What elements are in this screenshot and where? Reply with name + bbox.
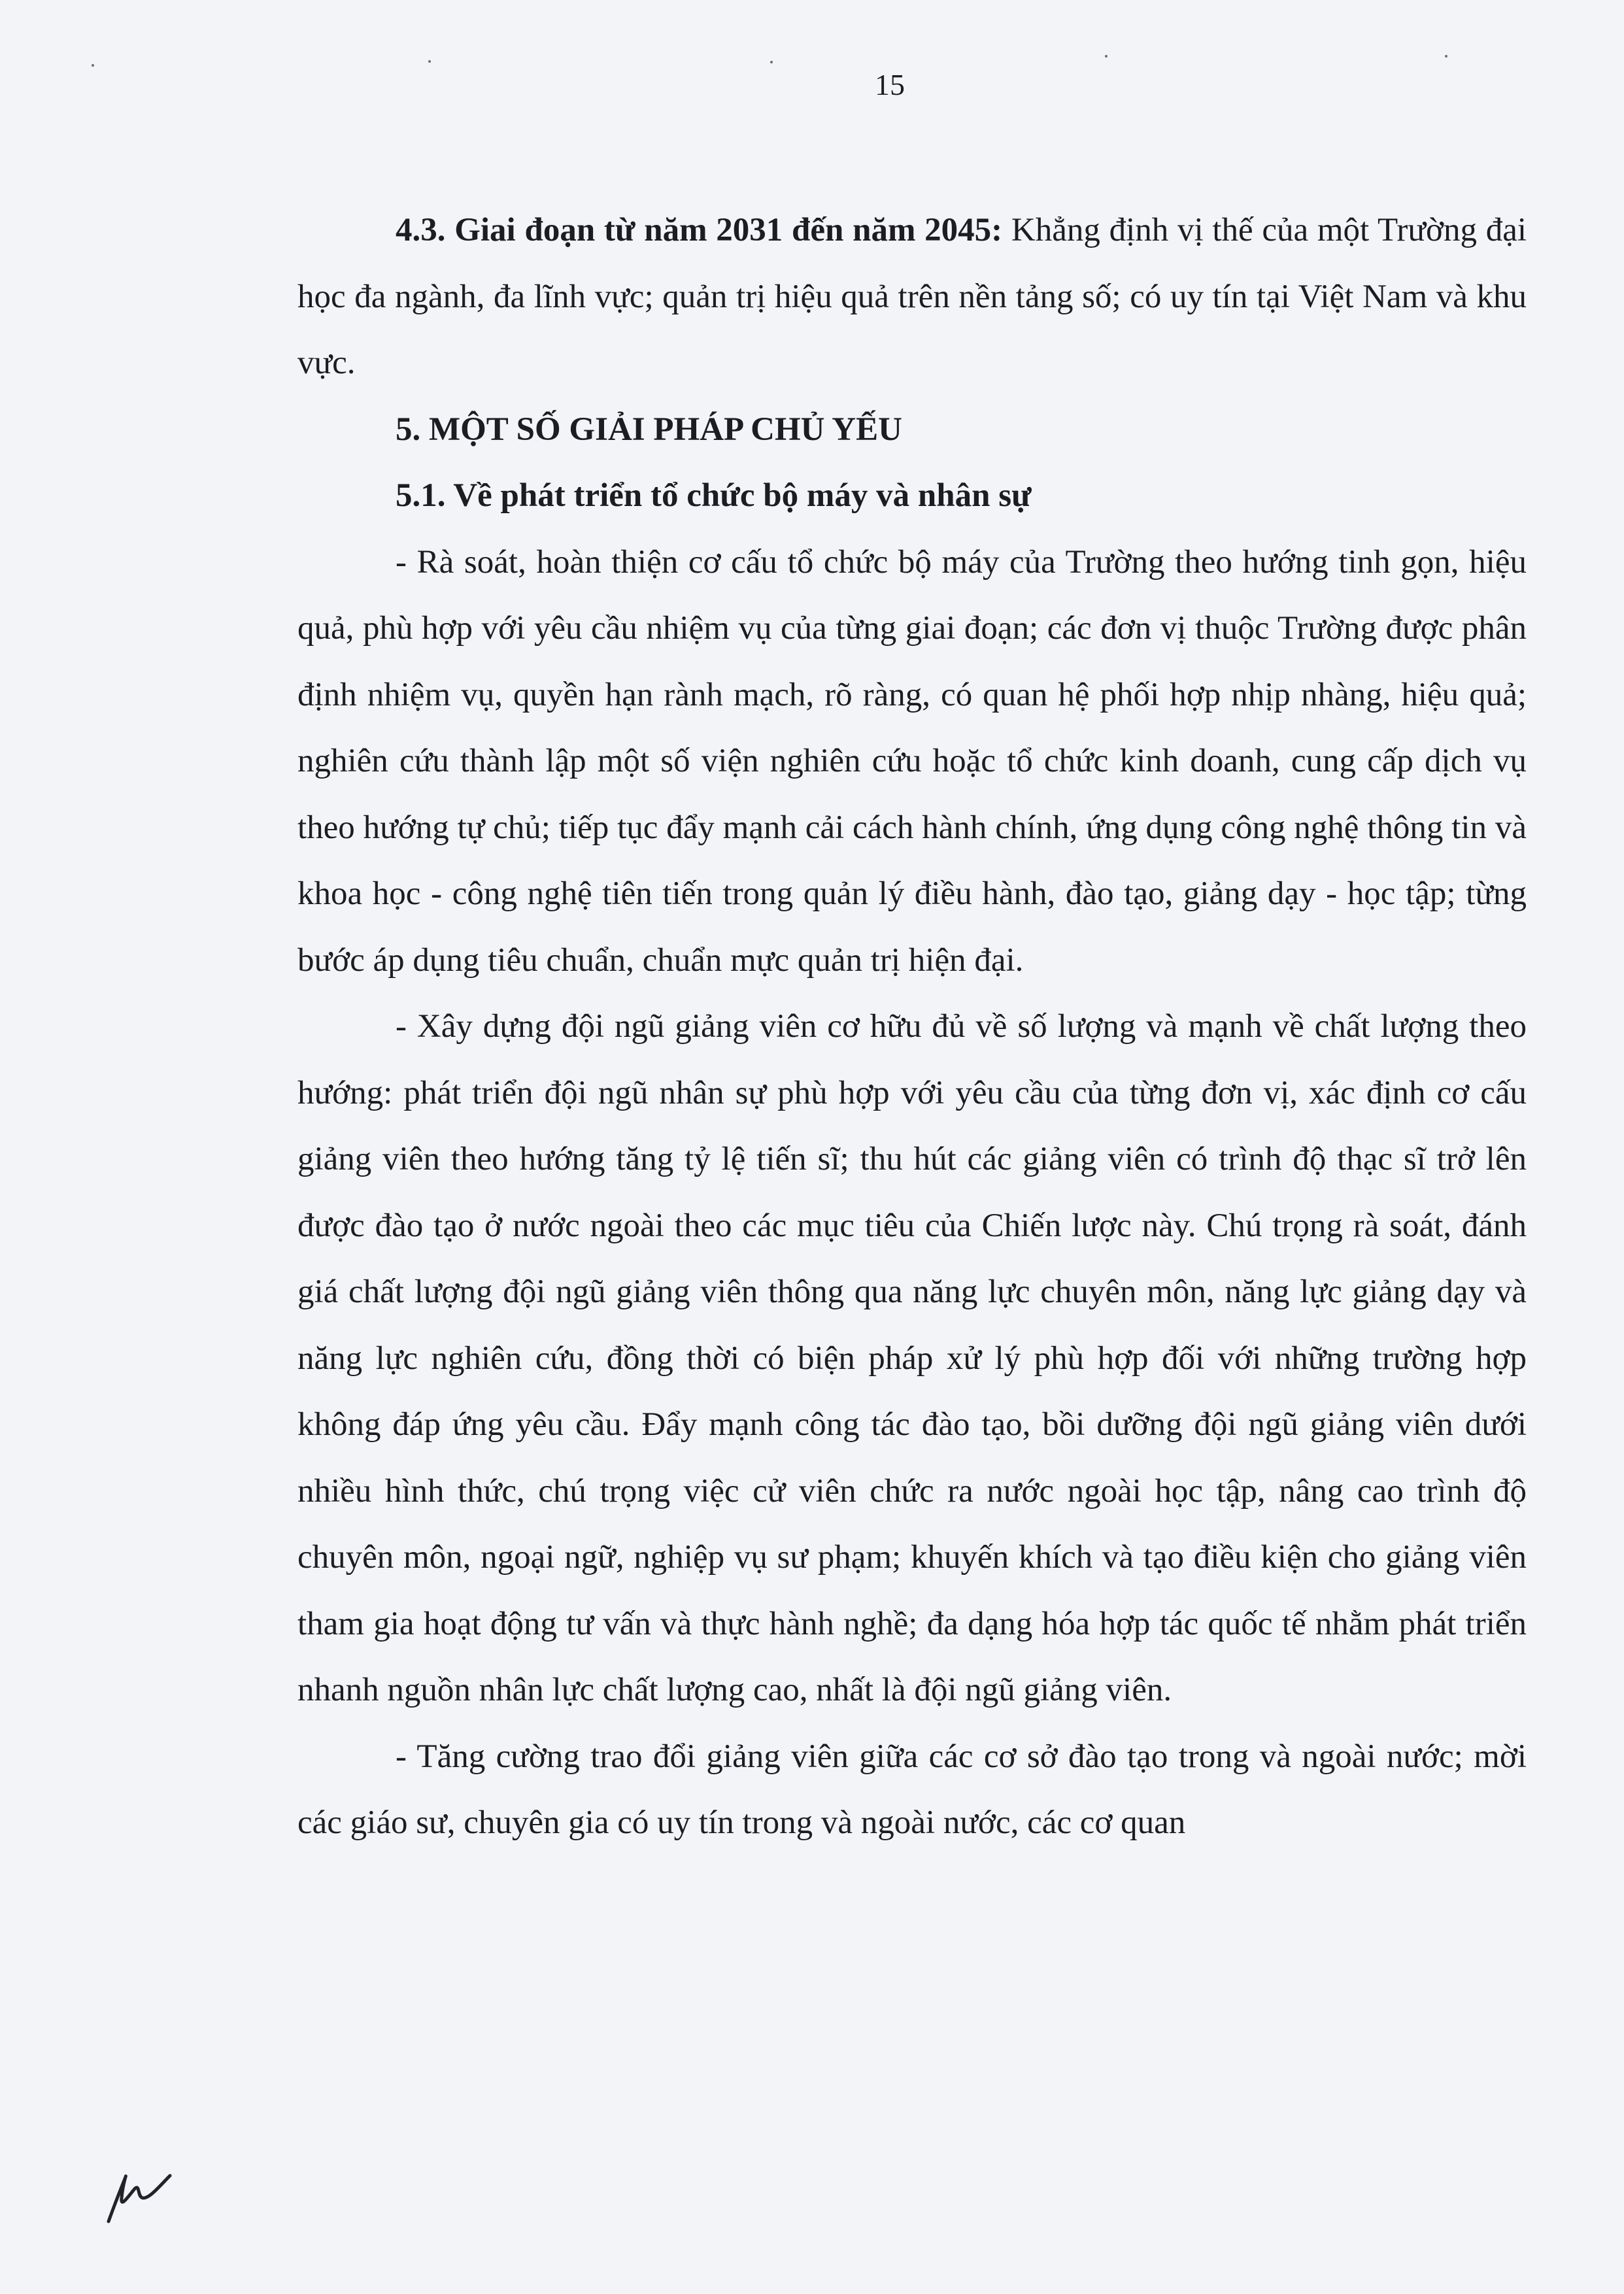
section-4-3-label: 4.3. Giai đoạn từ năm 2031 đến năm 2045: xyxy=(396,212,1003,248)
scan-speck xyxy=(770,61,773,63)
paragraph-org-structure: - Rà soát, hoàn thiện cơ cấu tổ chức bộ máy của Trường theo hướng tinh gọn, hiệu quả, phù hợp với yêu cầu nhiệm vụ của từng giai đoạn; các đơn vị thuộc Trường được phân định nhiệm vụ, quyền hạn rành mạch, rõ ràng, có quan hệ phối hợp nhịp nhàng, hiệu quả; nghiên cứu thành lập một số viện nghiên cứu hoặc tổ chức kinh doanh, cung cấp dịch vụ theo hướng tự chủ; tiếp tục đẩy mạnh cải cách hành chính, ứng dụng công nghệ thông tin và khoa học - công nghệ tiên tiến trong quản lý điều hành, đào tạo, giảng dạy - học tập; từng bước áp dụng tiêu chuẩn, chuẩn mực quản trị hiện đại. xyxy=(297,543,1527,979)
page-number: 15 xyxy=(875,68,905,101)
section-4-3-text: Khẳng định vị thế của một Trường đại học đa ngành, đa lĩnh vực; quản trị hiệu quả trên nền tảng số; có uy tín tại Việt Nam và khu vực. xyxy=(297,212,1527,381)
scan-speck xyxy=(1445,55,1447,58)
paragraph-lecturer-exchange: - Tăng cường trao đổi giảng viên giữa các cơ sở đào tạo trong và ngoài nước; mời các giáo sư, chuyên gia có uy tín trong và ngoài nước, các cơ quan xyxy=(297,1738,1527,1841)
section-5-1-heading: 5.1. Về phát triển tổ chức bộ máy và nhân sự xyxy=(396,477,1032,514)
section-5-heading: 5. MỘT SỐ GIẢI PHÁP CHỦ YẾU xyxy=(396,411,902,448)
body-text xyxy=(297,197,1527,1857)
initials-signature-icon xyxy=(97,2157,182,2229)
section-4-3-paragraph xyxy=(297,197,1527,397)
scan-speck xyxy=(1105,55,1108,58)
scan-speck xyxy=(92,64,94,67)
scan-speck xyxy=(428,60,431,63)
paragraph-lecturer-staff: - Xây dựng đội ngũ giảng viên cơ hữu đủ về số lượng và mạnh về chất lượng theo hướng: phát triển đội ngũ nhân sự phù hợp với yêu cầu của từng đơn vị, xác định cơ cấu giảng viên theo hướng tăng tỷ lệ tiến sĩ; thu hút các giảng viên có trình độ thạc sĩ trở lên được đào tạo ở nước ngoài theo các mục tiêu của Chiến lược này. Chú trọng rà soát, đánh giá chất lượng đội ngũ giảng viên thông qua năng lực chuyên môn, năng lực giảng dạy và năng lực nghiên cứu, đồng thời có biện pháp xử lý phù hợp đối với những trường hợp không đáp ứng yêu cầu. Đẩy mạnh công tác đào tạo, bồi dưỡng đội ngũ giảng viên dưới nhiều hình thức, chú trọng việc cử viên chức ra nước ngoài học tập, nâng cao trình độ chuyên môn, ngoại ngữ, nghiệp vụ sư phạm; khuyến khích và tạo điều kiện cho giảng viên tham gia hoạt động tư vấn và thực hành nghề; đa dạng hóa hợp tác quốc tế nhằm phát triển nhanh nguồn nhân lực chất lượng cao, nhất là đội ngũ giảng viên. xyxy=(297,1008,1527,1708)
